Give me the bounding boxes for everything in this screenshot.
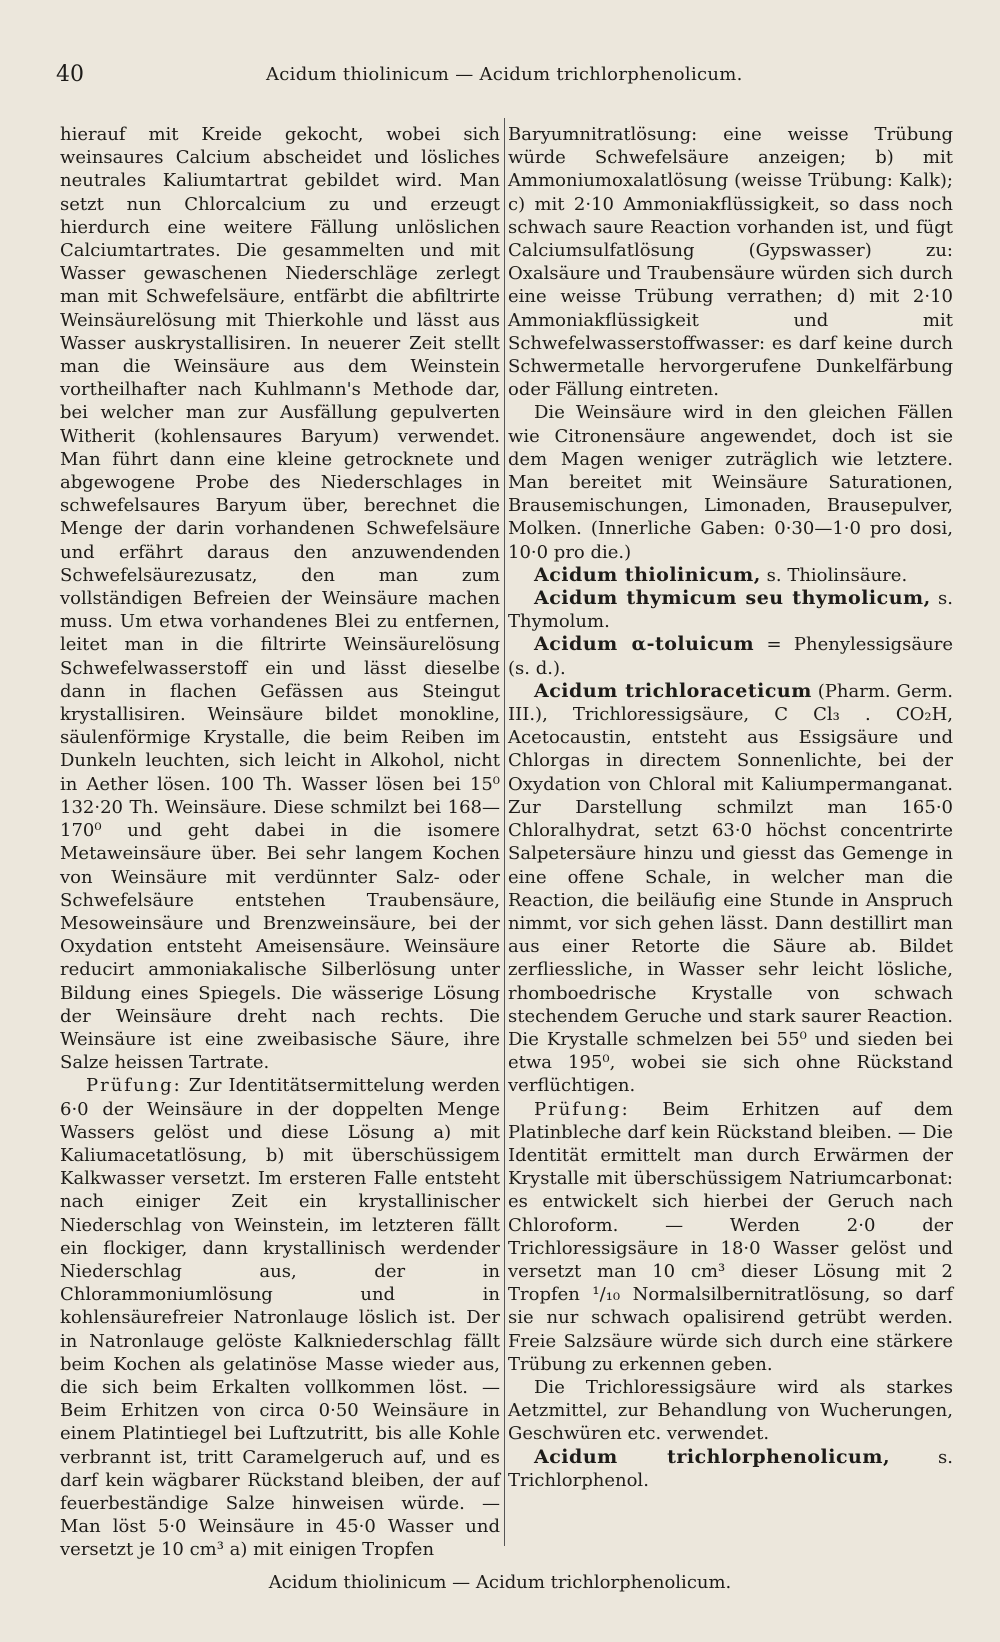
entry-trichlorphenolicum	[508, 1446, 953, 1492]
page-header	[56, 62, 956, 92]
entry-headword: Acidum trichloraceticum	[534, 679, 812, 702]
entry-text: s. Trichlorphenol.	[508, 1446, 953, 1491]
page-number: 40	[56, 62, 84, 87]
right-column	[508, 123, 953, 1492]
pruefung-label: Prüfung:	[86, 1075, 182, 1097]
left-column	[60, 123, 500, 1562]
entry-thiolinicum	[508, 564, 953, 587]
right-paragraph-pruefung	[508, 1098, 953, 1376]
entry-text: s. Thiolinsäure.	[766, 564, 908, 586]
entry-text: (Pharm. Germ. III.), Trichloressigsäure, C Cl₃ . CO₂H, Acetocaustin, entsteht aus Essigsäure und Chlorgas in directem Sonnenlichte, bei der Oxydation von Chloral mit Kaliumpermanganat. Zur Darstellung schmilzt man 165·0 Chloralhydrat, setzt 63·0 höchst concentrirte Salpetersäure hinzu und giesst das Gemenge in eine offene Schale, in welcher man die Reaction, die beiläufig eine Stunde in Anspruch nimmt, vor sich gehen lässt. Dann destillirt man aus einer Retorte die Säure ab. Bildet zerfliessliche, in Wasser sehr leicht lösliche, rhomboedrische Krystalle von schwach stechendem Geruche und stark saurer Reaction. Die Krystalle schmelzen bei 55⁰ und sieden bei etwa 195⁰, wobei sie sich ohne Rückstand verflüchtigen.	[508, 680, 953, 1097]
entry-headword: Acidum thymicum seu thymolicum,	[534, 587, 931, 610]
entry-headword: Acidum trichlorphenolicum,	[534, 1445, 891, 1468]
entry-toluicum	[508, 633, 953, 679]
right-paragraph-1: Baryumnitratlösung: eine weisse Trübung würde Schwefelsäure anzeigen; b) mit Ammoniumoxalatlösung (weisse Trübung: Kalk); c) mit 2·10 Ammoniakflüssigkeit, so dass noch schwach saure Reaction vorhanden ist, und fügt Calciumsulfatlösung (Gypswasser) zu: Oxalsäure und Traubensäure würden sich durch eine weisse Trübung verrathen; d) mit 2·10 Ammoniakflüssigkeit und mit Schwefelwasserstoffwasser: es darf keine durch Schwermetalle hervorgerufene Dunkelfärbung oder Fällung eintreten.	[508, 124, 953, 401]
footer-caption: Acidum thiolinicum — Acidum trichlorphenolicum.	[268, 1572, 732, 1593]
right-paragraph-usage: Die Trichloressigsäure wird als starkes Aetzmittel, zur Behandlung von Wucherungen, Geschwüren etc. verwendet.	[508, 1376, 953, 1445]
running-title: Acidum thiolinicum — Acidum trichlorphenolicum.	[266, 64, 743, 85]
entry-headword: Acidum α-toluicum	[534, 633, 755, 656]
left-paragraph-2	[60, 1074, 500, 1561]
entry-text: s. Thymolum.	[508, 588, 953, 633]
entry-headword: Acidum thiolinicum,	[534, 563, 761, 586]
pruefung-label: Prüfung:	[534, 1098, 630, 1120]
entry-trichloraceticum	[508, 680, 953, 1098]
entry-text: = Phenylessigsäure (s. d.).	[508, 634, 953, 679]
left-paragraph-1: hierauf mit Kreide gekocht, wobei sich weinsaures Calcium abscheidet und lösliches neutrales Kaliumtartrat gebildet wird. Man setzt nun Chlorcalcium zu und erzeugt hierdurch eine weitere Fällung unlöslichen Calciumtartrates. Die gesammelten und mit Wasser gewaschenen Niederschläge zerlegt man mit Schwefelsäure, entfärbt die abfiltrirte Weinsäurelösung mit Thierkohle und lässt aus Wasser auskrystallisiren. In neuerer Zeit stellt man die Weinsäure aus dem Weinstein vortheilhafter nach Kuhlmann's Methode dar, bei welcher man zur Ausfällung gepulverten Witherit (kohlensaures Baryum) verwendet. Man führt dann eine kleine getrocknete und abgewogene Probe des Niederschlages in schwefelsaures Baryum über, berechnet die Menge der darin vorhandenen Schwefelsäure und erfährt daraus den anzuwendenden Schwefelsäurezusatz, den man zum vollständigen Befreien der Weinsäure machen muss. Um etwa vorhandenes Blei zu entfernen, leitet man in die filtrirte Weinsäurelösung Schwefelwasserstoff ein und lässt dieselbe dann in flachen Gefässen aus Steingut krystallisiren. Weinsäure bildet monokline, säulenförmige Krystalle, die beim Reiben im Dunkeln leuchten, sich leicht in Alkohol, nicht in Aether lösen. 100 Th. Wasser lösen bei 15⁰ 132·20 Th. Weinsäure. Diese schmilzt bei 168—170⁰ und geht dabei in die isomere Metaweinsäure über. Bei sehr langem Kochen von Weinsäure mit verdünnter Salz- oder Schwefelsäure entstehen Traubensäure, Mesoweinsäure und Brenzweinsäure, bei der Oxydation entsteht Ameisensäure. Weinsäure reducirt ammoniakalische Silberlösung unter Bildung eines Spiegels. Die wässerige Lösung der Weinsäure dreht nach rechts. Die Weinsäure ist eine zweibasische Säure, ihre Salze heissen Tartrate.	[60, 124, 500, 1074]
left-paragraph-2-text: Zur Identitätsermittelung werden 6·0 der Weinsäure in der doppelten Menge Wassers gelöst und diese Lösung a) mit Kaliumacetatlösung, b) mit überschüssigem Kalkwasser versetzt. Im ersteren Falle entsteht nach einiger Zeit ein krystallinischer Niederschlag von Weinstein, im letzteren fällt ein flockiger, dann krystallinisch werdender Niederschlag aus, der in Chlorammoniumlösung und in kohlensäurefreier Natronlauge löslich ist. Der in Natronlauge gelöste Kalkniederschlag fällt beim Kochen als gelatinöse Masse wieder aus, die sich beim Erkalten vollkommen löst. — Beim Erhitzen von circa 0·50 Weinsäure in einem Platintiegel bei Luftzutritt, bis alle Kohle verbrannt ist, tritt Caramelgeruch auf, und es darf kein wägbarer Rückstand bleiben, der auf feuerbeständige Salze hinweisen würde. — Man löst 5·0 Weinsäure in 45·0 Wasser und versetzt je 10 cm³ a) mit einigen Tropfen	[60, 1075, 500, 1561]
right-paragraph-2: Die Weinsäure wird in den gleichen Fällen wie Citronensäure angewendet, doch ist sie dem Magen weniger zuträglich wie letztere. Man bereitet mit Weinsäure Saturationen, Brausemischungen, Limonaden, Brausepulver, Molken. (Innerliche Gaben: 0·30—1·0 pro dosi, 10·0 pro die.)	[508, 402, 953, 563]
right-paragraph-pruefung-text: Beim Erhitzen auf dem Platinbleche darf kein Rückstand bleiben. — Die Identität ermittelt man durch Erwärmen der Krystalle mit überschüssigem Natriumcarbonat: es entwickelt sich hierbei der Geruch nach Chloroform. — Werden 2·0 der Trichloressigsäure in 18·0 Wasser gelöst und versetzt man 10 cm³ dieser Lösung mit 2 Tropfen ¹/₁₀ Normalsilbernitratlösung, so darf sie nur schwach opalisirend getrübt werden. Freie Salzsäure würde sich durch eine stärkere Trübung zu erkennen geben.	[508, 1098, 953, 1375]
entry-thymicum	[508, 587, 953, 633]
column-divider	[504, 118, 505, 1546]
